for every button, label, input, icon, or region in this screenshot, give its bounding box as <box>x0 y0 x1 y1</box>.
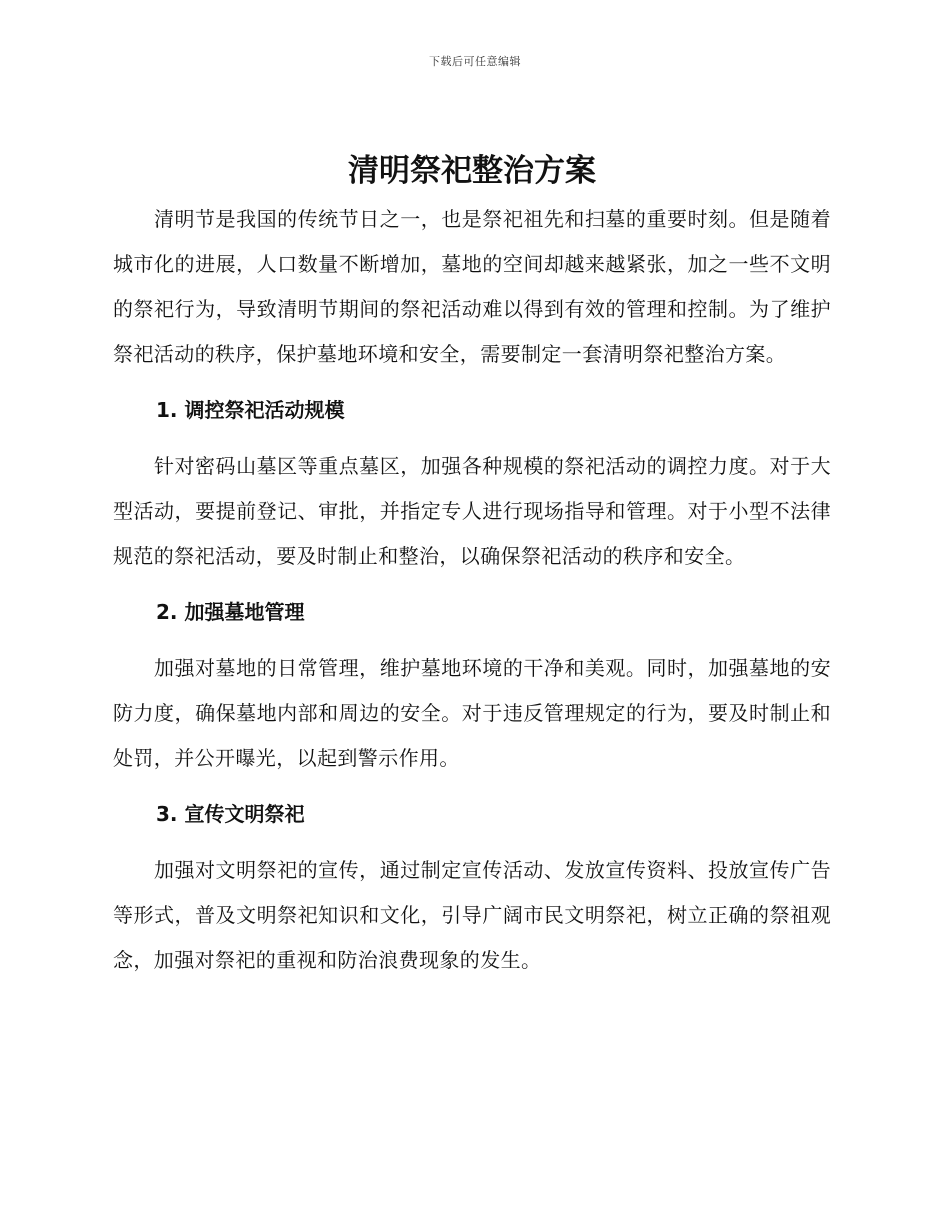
intro-paragraph: 清明节是我国的传统节日之一，也是祭祀祖先和扫墓的重要时刻。但是随着城市化的进展，人口数量不断增加，墓地的空间却越来越紧张，加之一些不文明的祭祀行为，导致清明节期间的祭祀活动难以得到有效的管理和控制。为了维护祭祀活动的秩序，保护墓地环境和安全，需要制定一套清明祭祀整治方案。 <box>113 207 831 366</box>
document-title: 清明祭祀整治方案 <box>348 153 596 189</box>
document-content <box>113 148 831 983</box>
section-body-1: 针对密码山墓区等重点墓区，加强各种规模的祭祀活动的调控力度。对于大型活动，要提前登记、审批，并指定专人进行现场指导和管理。对于小型不法律规范的祭祀活动，要及时制止和整治，以确保祭祀活动的秩序和安全。 <box>113 454 831 568</box>
section-heading-2: 2. 加强墓地管理 <box>156 600 305 624</box>
section-body-3: 加强对文明祭祀的宣传，通过制定宣传活动、发放宣传资料、投放宣传广告等形式，普及文明祭祀知识和文化，引导广阔市民文明祭祀，树立正确的祭祖观念，加强对祭祀的重视和防治浪费现象的发生。 <box>113 858 831 972</box>
header-note: 下载后可任意编辑 <box>429 55 521 68</box>
section-heading-1: 1. 调控祭祀活动规模 <box>156 398 345 422</box>
section-body-2: 加强对墓地的日常管理，维护墓地环境的干净和美观。同时，加强墓地的安防力度，确保墓地内部和周边的安全。对于违反管理规定的行为，要及时制止和处罚，并公开曝光，以起到警示作用。 <box>113 656 831 770</box>
section-heading-3: 3. 宣传文明祭祀 <box>156 802 305 826</box>
